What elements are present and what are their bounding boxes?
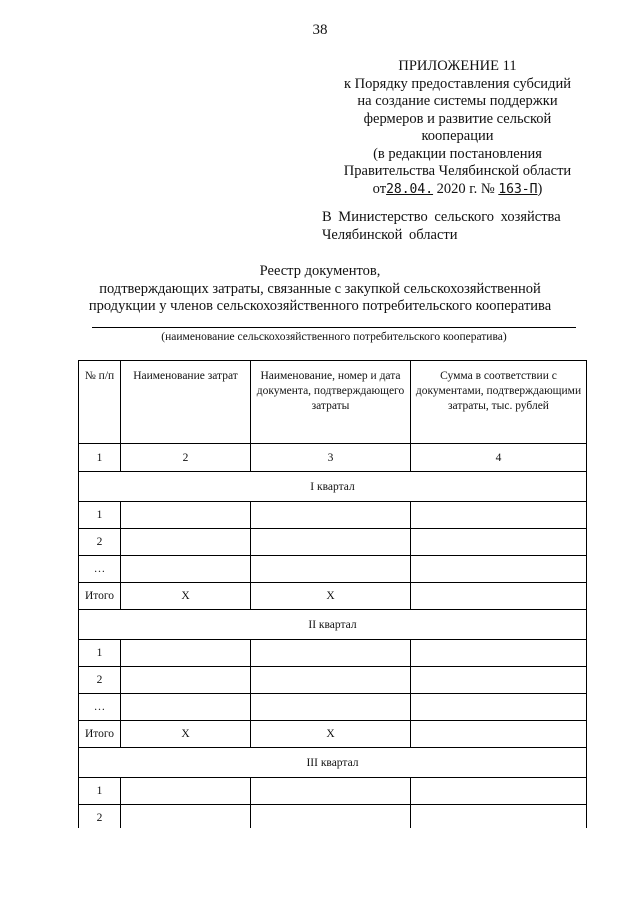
column-number: 2 [121, 444, 251, 472]
table-row [79, 694, 587, 721]
document-cell[interactable] [251, 556, 411, 583]
row-number: … [79, 556, 121, 583]
row-number: 1 [79, 502, 121, 529]
row-number: 1 [79, 778, 121, 805]
date-suffix: ) [537, 180, 543, 197]
date-prefix: от [372, 180, 387, 197]
appendix-line: на создание системы поддержки [357, 93, 558, 109]
column-number: 1 [79, 444, 121, 472]
column-number: 3 [251, 444, 411, 472]
addressee-line: Челябинской области [322, 227, 458, 243]
table-header-row [79, 361, 587, 444]
document-cell[interactable] [251, 694, 411, 721]
appendix-date-line [330, 181, 585, 199]
row-number: … [79, 694, 121, 721]
resolution-number: 163-П [498, 181, 538, 197]
quarter-title: II квартал [79, 610, 587, 640]
total-row [79, 721, 587, 748]
header-cell: Сумма в соответствии с документами, подтверждающими затраты, тыс. рублей [411, 361, 587, 444]
addressee-line: В Министерство сельского хозяйства [322, 209, 561, 225]
amount-cell[interactable] [411, 694, 587, 721]
addressee [322, 208, 561, 244]
row-number: 2 [79, 529, 121, 556]
column-number: 4 [411, 444, 587, 472]
total-row [79, 583, 587, 610]
cost-name-cell[interactable] [121, 640, 251, 667]
organization-fill-line [92, 327, 576, 328]
document-cell[interactable] [251, 778, 411, 805]
cost-name-cell[interactable] [121, 778, 251, 805]
cost-name-cell[interactable] [121, 502, 251, 529]
cost-name-cell[interactable] [121, 529, 251, 556]
appendix-line: (в редакции постановления [373, 145, 542, 162]
quarter-title: I квартал [79, 472, 587, 502]
total-label: Итого [79, 721, 121, 748]
total-label: Итого [79, 583, 121, 610]
row-number: 2 [79, 805, 121, 832]
total-mark: Х [251, 583, 411, 610]
quarter-title: III квартал [79, 748, 587, 778]
total-mark: Х [121, 721, 251, 748]
table-row [79, 556, 587, 583]
page-number: 38 [312, 22, 328, 38]
row-number: 1 [79, 640, 121, 667]
title-line: продукции у членов сельскохозяйственного потребительского кооператива [88, 298, 552, 314]
column-number-row [79, 444, 587, 472]
document-cell[interactable] [251, 640, 411, 667]
amount-cell[interactable] [411, 556, 587, 583]
amount-cell[interactable] [411, 778, 587, 805]
header-cell: Наименование затрат [121, 361, 251, 444]
page-cutoff [0, 828, 640, 905]
header-cell: Наименование, номер и дата документа, подтверждающего затраты [251, 361, 411, 444]
table-row [79, 640, 587, 667]
document-cell[interactable] [251, 529, 411, 556]
cost-name-cell[interactable] [121, 556, 251, 583]
title-line: Реестр документов, [259, 263, 381, 279]
total-amount-cell[interactable] [411, 721, 587, 748]
quarter-row [79, 610, 587, 640]
table-row [79, 529, 587, 556]
amount-cell[interactable] [411, 529, 587, 556]
document-title [0, 263, 640, 316]
organization-caption: (наименование сельскохозяйственного потребительского кооператива) [161, 331, 507, 343]
cost-name-cell[interactable] [121, 667, 251, 694]
amount-cell[interactable] [411, 640, 587, 667]
amount-cell[interactable] [411, 667, 587, 694]
appendix-title: ПРИЛОЖЕНИЕ 11 [398, 58, 517, 74]
cost-name-cell[interactable] [121, 694, 251, 721]
quarter-row [79, 748, 587, 778]
date-value: 28.04. [386, 181, 434, 197]
date-mid: 2020 г. № [433, 180, 495, 197]
header-cell: № п/п [79, 361, 121, 444]
registry-table [78, 360, 587, 868]
amount-cell[interactable] [411, 502, 587, 529]
total-mark: Х [121, 583, 251, 610]
total-amount-cell[interactable] [411, 583, 587, 610]
table-row [79, 778, 587, 805]
appendix-line: фермеров и развитие сельской [363, 110, 552, 127]
quarter-row [79, 472, 587, 502]
total-mark: Х [251, 721, 411, 748]
document-cell[interactable] [251, 502, 411, 529]
table-row [79, 667, 587, 694]
document-cell[interactable] [251, 667, 411, 694]
appendix-line: к Порядку предоставления субсидий [344, 75, 571, 92]
appendix-line: кооперации [421, 128, 494, 144]
row-number: 2 [79, 667, 121, 694]
title-line: подтверждающих затраты, связанные с закупкой сельскохозяйственной [99, 280, 541, 297]
appendix-block [330, 58, 585, 198]
appendix-line: Правительства Челябинской области [343, 163, 572, 179]
table-row [79, 502, 587, 529]
